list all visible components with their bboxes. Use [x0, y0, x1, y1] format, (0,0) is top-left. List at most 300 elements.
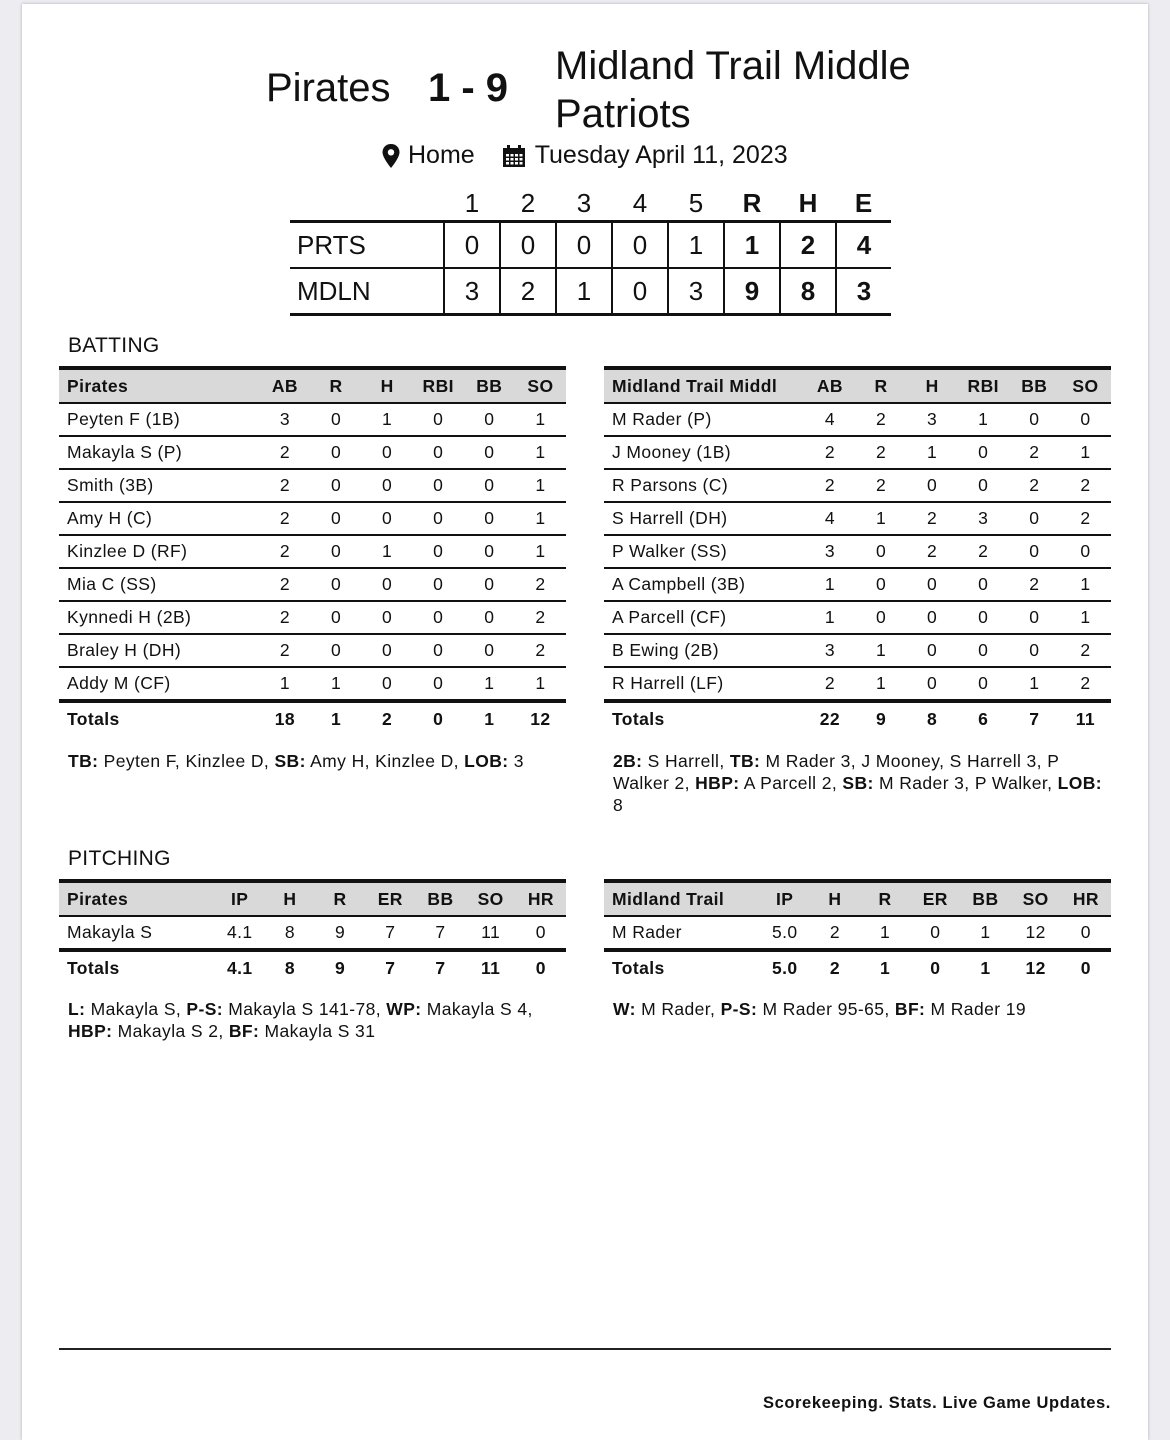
stat-column-header: ER — [910, 881, 960, 916]
totals-row — [604, 701, 1111, 735]
stat-value: 0 — [958, 634, 1009, 667]
note-label: L: — [68, 999, 86, 1019]
stat-value: 1 — [515, 535, 566, 568]
note-label: HBP: — [695, 773, 740, 793]
stat-value: 2 — [855, 469, 906, 502]
note-text: S Harrell, — [642, 751, 730, 771]
team-abbrev: PRTS — [290, 222, 444, 269]
stat-value: 2 — [1009, 568, 1060, 601]
total-value: 1 — [484, 708, 495, 729]
stat-value: 1 — [804, 568, 855, 601]
total-errors: 4 — [836, 222, 891, 269]
stat-value: 0 — [1060, 403, 1111, 436]
note-text: M Rader 19 — [925, 999, 1026, 1019]
stat-value: 0 — [310, 436, 361, 469]
team-column-header: Pirates — [59, 368, 259, 403]
stat-value: 2 — [259, 601, 310, 634]
total-hits: 8 — [780, 268, 836, 315]
player-row — [59, 502, 566, 535]
note-label: TB: — [68, 751, 99, 771]
runs-header: R — [742, 187, 762, 218]
team-column-header: Midland Trail — [604, 881, 760, 916]
stat-value: 0 — [907, 568, 958, 601]
stat-column-header: BB — [415, 881, 465, 916]
stat-value: 2 — [810, 916, 860, 950]
player-name: R Harrell (LF) — [604, 667, 804, 701]
total-value: 12 — [1025, 957, 1046, 978]
inning-runs: 0 — [444, 222, 500, 269]
stat-value: 0 — [362, 667, 413, 701]
totals-row — [59, 701, 566, 735]
total-value: 0 — [1080, 957, 1091, 978]
stat-value: 0 — [958, 436, 1009, 469]
player-row — [59, 916, 566, 950]
stat-value: 1 — [310, 667, 361, 701]
game-date: Tuesday April 11, 2023 — [534, 141, 788, 169]
note-label: SB: — [274, 751, 306, 771]
final-score: 1 - 9 — [428, 66, 509, 110]
total-value: 1 — [330, 708, 342, 729]
stat-column-header: IP — [760, 881, 810, 916]
stat-value: 4 — [804, 502, 855, 535]
stat-value: 2 — [259, 634, 310, 667]
player-row — [59, 535, 566, 568]
stat-value: 2 — [1060, 469, 1111, 502]
errors-header: E — [854, 187, 873, 218]
player-row — [604, 403, 1111, 436]
stat-value: 1 — [907, 436, 958, 469]
player-name: Amy H (C) — [59, 502, 259, 535]
total-value: 18 — [274, 708, 296, 729]
total-value: 4.1 — [226, 957, 253, 978]
line-score-table — [290, 186, 891, 316]
total-value: 5.0 — [771, 957, 798, 978]
note-text: 8 — [613, 795, 624, 815]
stat-value: 2 — [259, 535, 310, 568]
player-name: B Ewing (2B) — [604, 634, 804, 667]
inning-runs: 0 — [500, 222, 556, 269]
player-name: Makayla S (P) — [59, 436, 259, 469]
footer-divider — [59, 1348, 1111, 1350]
footer-tagline: Scorekeeping. Stats. Live Game Updates. — [762, 1394, 1111, 1412]
stat-value: 11 — [466, 916, 516, 950]
player-row — [59, 667, 566, 701]
total-value: 7 — [1029, 708, 1040, 729]
stat-value: 2 — [1060, 634, 1111, 667]
note-text: M Rader 3, J Mooney, S Harrell 3, P Walker 2, — [613, 751, 1059, 793]
player-name: J Mooney (1B) — [604, 436, 804, 469]
stat-value: 0 — [1009, 601, 1060, 634]
player-name: Braley H (DH) — [59, 634, 259, 667]
stat-value: 0 — [855, 535, 906, 568]
player-row — [604, 469, 1111, 502]
player-name: Peyten F (1B) — [59, 403, 259, 436]
stat-value: 2 — [855, 403, 906, 436]
player-row — [59, 568, 566, 601]
stat-value: 3 — [907, 403, 958, 436]
player-row — [604, 502, 1111, 535]
stat-value: 2 — [515, 601, 566, 634]
pitching-table-home — [604, 879, 1111, 984]
player-name: A Campbell (3B) — [604, 568, 804, 601]
stat-value: 0 — [310, 403, 361, 436]
stat-value: 0 — [1009, 535, 1060, 568]
stat-value: 3 — [804, 535, 855, 568]
stat-column-header: H — [265, 881, 315, 916]
batting-table-away — [59, 366, 566, 735]
stat-value: 2 — [855, 436, 906, 469]
stat-value: 0 — [958, 667, 1009, 701]
player-row — [604, 535, 1111, 568]
stat-value: 2 — [804, 667, 855, 701]
stat-value: 8 — [265, 916, 315, 950]
batting-table-home — [604, 366, 1111, 735]
note-text: Makayla S 2, — [112, 1021, 229, 1041]
stat-value: 2 — [259, 568, 310, 601]
note-text: 3 — [508, 751, 524, 771]
inning-runs: 1 — [556, 268, 612, 315]
note-label: 2B: — [613, 751, 643, 771]
inning-runs: 3 — [444, 268, 500, 315]
line-score-row-away — [290, 222, 891, 269]
total-value: 1 — [880, 957, 891, 978]
stat-value: 0 — [464, 535, 515, 568]
stat-value: 0 — [413, 403, 464, 436]
totals-label: Totals — [612, 708, 665, 729]
note-text: Amy H, Kinzlee D, — [305, 751, 465, 771]
game-location: Home — [408, 141, 475, 169]
pitching-section-title: PITCHING — [68, 847, 171, 870]
player-name: R Parsons (C) — [604, 469, 804, 502]
note-label: WP: — [386, 999, 422, 1019]
batting-section-title: BATTING — [68, 334, 160, 357]
stat-value: 0 — [413, 601, 464, 634]
player-row — [604, 667, 1111, 701]
stat-value: 4.1 — [215, 916, 265, 950]
stat-column-header: IP — [215, 881, 265, 916]
inning-header: 3 — [576, 187, 592, 218]
player-name: S Harrell (DH) — [604, 502, 804, 535]
stat-value: 0 — [516, 916, 566, 950]
stat-value: 0 — [464, 436, 515, 469]
total-hits: 2 — [780, 222, 836, 269]
stat-value: 1 — [960, 916, 1010, 950]
stat-value: 2 — [1009, 469, 1060, 502]
player-row — [604, 634, 1111, 667]
stat-value: 0 — [413, 667, 464, 701]
stat-value: 1 — [259, 667, 310, 701]
stat-value: 1 — [464, 667, 515, 701]
stat-header-row — [604, 368, 1111, 403]
stat-value: 1 — [515, 403, 566, 436]
stat-column-header: BB — [464, 368, 515, 403]
pitching-notes-home — [613, 998, 1113, 1020]
inning-runs: 3 — [668, 268, 724, 315]
stat-column-header: R — [860, 881, 910, 916]
stat-column-header: R — [315, 881, 365, 916]
stat-value: 0 — [362, 634, 413, 667]
stat-value: 2 — [907, 502, 958, 535]
stat-value: 0 — [958, 601, 1009, 634]
stat-column-header: R — [855, 368, 906, 403]
note-text: M Rader, — [635, 999, 721, 1019]
stat-column-header: H — [362, 368, 413, 403]
total-runs: 9 — [724, 268, 780, 315]
player-row — [59, 601, 566, 634]
player-name: P Walker (SS) — [604, 535, 804, 568]
stat-value: 1 — [1060, 436, 1111, 469]
stat-value: 0 — [362, 502, 413, 535]
stat-value: 0 — [1009, 502, 1060, 535]
stat-value: 0 — [855, 601, 906, 634]
stat-value: 0 — [855, 568, 906, 601]
stat-value: 0 — [907, 634, 958, 667]
player-name: Mia C (SS) — [59, 568, 259, 601]
player-row — [604, 916, 1111, 950]
stat-value: 2 — [1060, 667, 1111, 701]
inning-header: 2 — [520, 187, 536, 218]
stat-value: 7 — [365, 916, 415, 950]
stat-value: 0 — [310, 568, 361, 601]
total-value: 0 — [930, 957, 941, 978]
player-name: M Rader — [604, 916, 760, 950]
away-team-name: Pirates — [266, 66, 391, 110]
player-row — [604, 601, 1111, 634]
stat-value: 0 — [310, 634, 361, 667]
stat-value: 12 — [1011, 916, 1061, 950]
player-name: Addy M (CF) — [59, 667, 259, 701]
hits-header: H — [798, 187, 818, 218]
batting-notes-home — [613, 750, 1103, 816]
stat-value: 1 — [804, 601, 855, 634]
player-name: Kinzlee D (RF) — [59, 535, 259, 568]
note-text: Makayla S 141-78, — [223, 999, 387, 1019]
inning-runs: 1 — [668, 222, 724, 269]
stat-value: 0 — [1061, 916, 1111, 950]
stat-value: 1 — [362, 403, 413, 436]
stat-value: 2 — [259, 469, 310, 502]
stat-value: 0 — [362, 469, 413, 502]
player-name: Smith (3B) — [59, 469, 259, 502]
stat-value: 0 — [362, 436, 413, 469]
stat-value: 2 — [907, 535, 958, 568]
stat-value: 0 — [413, 469, 464, 502]
totals-row — [59, 950, 566, 984]
total-value: 2 — [829, 957, 840, 978]
stat-value: 2 — [1060, 502, 1111, 535]
team-column-header: Midland Trail Middl — [604, 368, 804, 403]
stat-value: 1 — [855, 634, 906, 667]
total-value: 12 — [530, 708, 551, 729]
stat-column-header: ER — [365, 881, 415, 916]
stat-column-header: H — [907, 368, 958, 403]
stat-value: 4 — [804, 403, 855, 436]
map-pin-icon — [382, 144, 400, 168]
note-label: P-S: — [720, 999, 758, 1019]
stat-value: 1 — [1009, 667, 1060, 701]
stat-value: 1 — [515, 469, 566, 502]
stat-value: 0 — [958, 568, 1009, 601]
player-row — [604, 436, 1111, 469]
note-text: Peyten F, Kinzlee D, — [98, 751, 275, 771]
total-value: 9 — [875, 708, 887, 729]
player-name: A Parcell (CF) — [604, 601, 804, 634]
stat-value: 0 — [362, 568, 413, 601]
stat-value: 2 — [515, 568, 566, 601]
note-text: M Rader 95-65, — [757, 999, 895, 1019]
stat-value: 7 — [415, 916, 465, 950]
totals-row — [604, 950, 1111, 984]
stat-value: 0 — [413, 436, 464, 469]
note-text: Makayla S, — [85, 999, 187, 1019]
stat-value: 0 — [464, 403, 515, 436]
stat-column-header: RBI — [958, 368, 1009, 403]
player-row — [59, 469, 566, 502]
inning-runs: 0 — [612, 222, 668, 269]
stat-value: 2 — [259, 436, 310, 469]
stat-value: 0 — [907, 601, 958, 634]
totals-label: Totals — [67, 957, 120, 978]
note-label: W: — [613, 999, 636, 1019]
home-team-name: Midland Trail Middle Patriots — [555, 44, 911, 136]
stat-value: 0 — [362, 601, 413, 634]
stat-value: 1 — [855, 667, 906, 701]
stat-value: 0 — [310, 502, 361, 535]
stat-column-header: SO — [515, 368, 566, 403]
stat-value: 0 — [1060, 535, 1111, 568]
stat-column-header: H — [810, 881, 860, 916]
total-value: 6 — [978, 708, 989, 729]
note-label: SB: — [842, 773, 874, 793]
stat-value: 5.0 — [760, 916, 810, 950]
stat-value: 0 — [1009, 403, 1060, 436]
note-text: Makayla S 31 — [259, 1021, 376, 1041]
stat-value: 0 — [413, 535, 464, 568]
inning-header: 1 — [464, 187, 480, 218]
stat-value: 1 — [1060, 601, 1111, 634]
stat-value: 0 — [910, 916, 960, 950]
stat-header-row — [604, 881, 1111, 916]
stat-header-row — [59, 881, 566, 916]
note-label: P-S: — [186, 999, 224, 1019]
stat-column-header: AB — [259, 368, 310, 403]
player-row — [59, 403, 566, 436]
stat-value: 2 — [804, 436, 855, 469]
stat-value: 3 — [958, 502, 1009, 535]
team-column-header: Pirates — [59, 881, 215, 916]
total-value: 8 — [284, 957, 295, 978]
total-value: 11 — [480, 957, 501, 978]
calendar-icon — [503, 145, 525, 167]
total-runs: 1 — [724, 222, 780, 269]
player-name: M Rader (P) — [604, 403, 804, 436]
stat-value: 1 — [515, 667, 566, 701]
stat-value: 0 — [1009, 634, 1060, 667]
stat-header-row — [59, 368, 566, 403]
stat-column-header: SO — [1060, 368, 1111, 403]
inning-header: 4 — [632, 187, 648, 218]
stat-value: 2 — [259, 502, 310, 535]
team-abbrev: MDLN — [290, 268, 444, 315]
totals-label: Totals — [67, 708, 120, 729]
pitching-table-away — [59, 879, 566, 984]
inning-header: 5 — [688, 187, 704, 218]
stat-column-header: BB — [960, 881, 1010, 916]
stat-column-header: SO — [1011, 881, 1061, 916]
stat-column-header: BB — [1009, 368, 1060, 403]
line-score-header — [290, 186, 891, 222]
stat-column-header: SO — [466, 881, 516, 916]
inning-runs: 0 — [556, 222, 612, 269]
note-text: M Rader 3, P Walker, — [873, 773, 1058, 793]
stat-value: 1 — [958, 403, 1009, 436]
stat-value: 1 — [515, 502, 566, 535]
stat-column-header: AB — [804, 368, 855, 403]
batting-notes-away — [68, 750, 558, 772]
total-value: 7 — [435, 957, 446, 978]
stat-value: 0 — [907, 469, 958, 502]
note-label: BF: — [228, 1021, 260, 1041]
stat-value: 1 — [855, 502, 906, 535]
player-row — [604, 568, 1111, 601]
stat-value: 2 — [804, 469, 855, 502]
box-score-page — [22, 4, 1148, 1440]
total-value: 8 — [927, 708, 938, 729]
note-label: BF: — [894, 999, 926, 1019]
stat-value: 9 — [315, 916, 365, 950]
note-label: HBP: — [68, 1021, 113, 1041]
stat-value: 0 — [413, 634, 464, 667]
stat-value: 1 — [1060, 568, 1111, 601]
total-value: 2 — [382, 708, 393, 729]
note-label: LOB: — [464, 751, 509, 771]
stat-value: 0 — [958, 469, 1009, 502]
total-value: 7 — [385, 957, 396, 978]
stat-value: 3 — [259, 403, 310, 436]
line-score-corner — [290, 186, 444, 222]
totals-label: Totals — [612, 957, 665, 978]
stat-value: 2 — [515, 634, 566, 667]
stat-value: 0 — [464, 601, 515, 634]
note-text: A Parcell 2, — [739, 773, 843, 793]
total-value: 11 — [1075, 708, 1096, 729]
stat-value: 0 — [464, 568, 515, 601]
stat-value: 0 — [413, 502, 464, 535]
inning-runs: 2 — [500, 268, 556, 315]
stat-column-header: HR — [1061, 881, 1111, 916]
note-label: LOB: — [1057, 773, 1102, 793]
stat-column-header: RBI — [413, 368, 464, 403]
stat-value: 3 — [804, 634, 855, 667]
player-name: Kynnedi H (2B) — [59, 601, 259, 634]
line-score-row-home — [290, 268, 891, 315]
stat-value: 2 — [1009, 436, 1060, 469]
stat-value: 1 — [860, 916, 910, 950]
stat-value: 0 — [464, 469, 515, 502]
stat-value: 0 — [310, 601, 361, 634]
note-text: Makayla S 4, — [421, 999, 533, 1019]
stat-value: 0 — [907, 667, 958, 701]
note-label: TB: — [729, 751, 761, 771]
stat-value: 2 — [958, 535, 1009, 568]
total-value: 0 — [535, 957, 546, 978]
stat-column-header: R — [310, 368, 361, 403]
stat-value: 0 — [310, 535, 361, 568]
total-value: 1 — [980, 957, 991, 978]
inning-runs: 0 — [612, 268, 668, 315]
stat-value: 0 — [464, 634, 515, 667]
player-row — [59, 634, 566, 667]
